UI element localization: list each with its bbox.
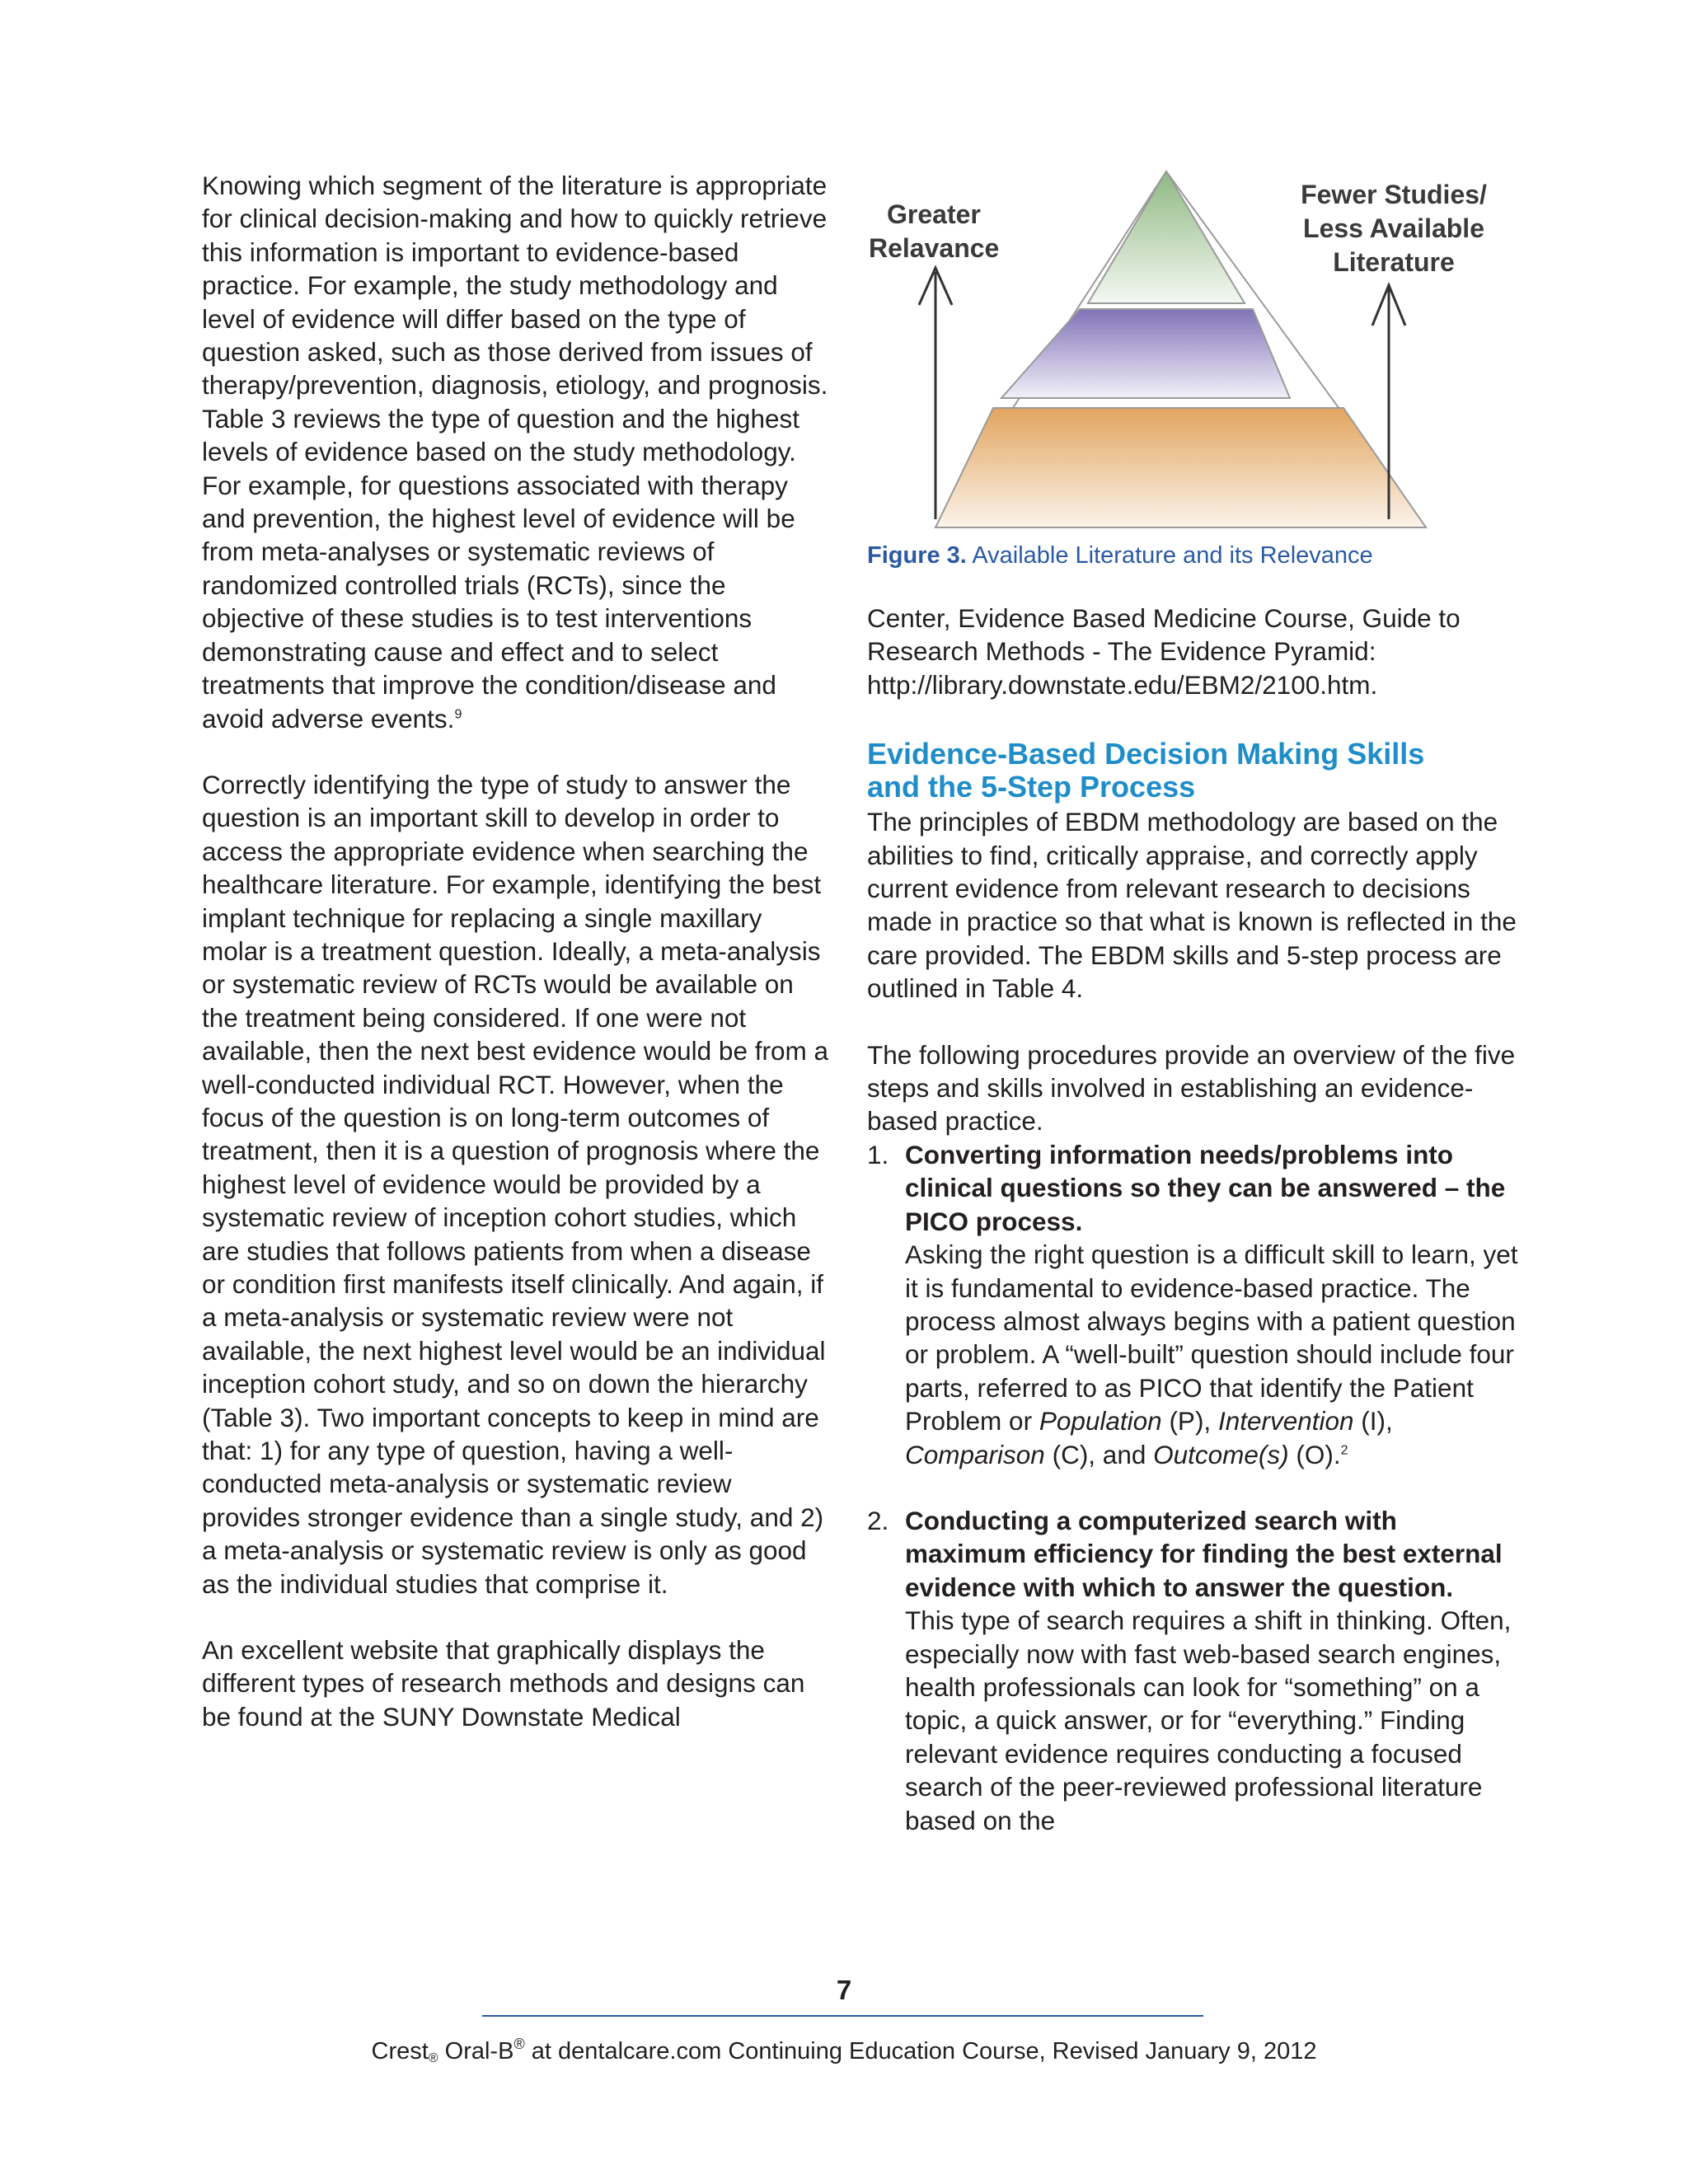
reference-superscript: 9 — [454, 707, 462, 721]
section-heading: Evidence-Based Decision Making Skills and the 5-Step Process — [867, 737, 1425, 804]
figure-caption-text: Available Literature and its Relevance — [972, 542, 1373, 569]
fewer-studies-label: Fewer Studies/ Less Available Literature — [1301, 180, 1487, 277]
relevance-arrow — [919, 268, 952, 519]
list-item — [867, 1138, 1518, 1471]
left-column — [202, 169, 828, 1733]
figure-caption-label: Figure 3. — [867, 542, 967, 569]
pyramid-bottom-tier — [935, 408, 1426, 527]
list-item-number: 1. — [867, 1139, 889, 1169]
pyramid-middle-tier — [1001, 309, 1290, 398]
list-item — [867, 1504, 1518, 1837]
paragraph-study-type: Correctly identifying the type of study to answer the question is an important skill to develop in order to access the appropriate evidence when searching the healthcare literature. For example, identifying the best implant technique for replacing a single maxillary molar is a treatment question. Ideally, a meta-analysis or systematic review of RCTs would be available on the treatment being considered. If one were not available, then the next best evidence would be from a well-conducted individual RCT. However, when the focus of the question is on long-term outcomes of treatment, then it is a question of prognosis where the highest level of evidence would be provided by a systematic review of inception cohort studies, which are studies that follows patients from when a disease or condition first manifests itself clinically. And again, if a meta-analysis or systematic review were not available, the next highest level would be an individual inception cohort study, and so on down the hierarchy (Table 3). Two important concepts to keep in mind are that: 1) for any type of question, having a well-conducted meta-analysis or systematic review provides stronger evidence than a single study, and 2) a meta-analysis or systematic review is only as good as the individual studies that comprise it. — [202, 769, 828, 1599]
footer-divider — [482, 2015, 1203, 2017]
paragraph-website: An excellent website that graphically displays the different types of research methods and designs can be found at the SUNY Downstate Medical — [202, 1635, 805, 1732]
list-item-body: Asking the right question is a difficult skill to learn, yet it is fundamental to evidence-based practice. The process almost always begins with a patient question or problem. A “well-built” question should include four parts, referred to as PICO that identify the Patient Problem or Population (P), Intervention (I), Comparison (C), and Outcome(s) (O).$^2$ — [905, 1240, 1518, 1469]
list-item-title: Conducting a computerized search with maximum efficiency for finding the best external evidence with which to answer the question. — [905, 1505, 1503, 1602]
reference-superscript: 2 — [1340, 1443, 1348, 1458]
right-column — [867, 602, 1518, 1837]
figure-caption — [867, 541, 1373, 570]
paragraph-suny-url: Center, Evidence Based Medicine Course, Guide to Research Methods - The Evidence Pyramid: http://library.downstate.edu/EBM2/2100.htm. — [867, 603, 1461, 700]
page-number: 7 — [836, 1975, 852, 2005]
list-item-body: This type of search requires a shift in thinking. Often, especially now with fast web-based search engines, health professionals can look for “something” on a topic, a quick answer, or for “everything.” Finding relevant evidence requires conducting a focused search of the peer-reviewed professional literature based on the — [905, 1605, 1512, 1835]
paragraph-procedures-intro: The following procedures provide an overview of the five steps and skills involved in establishing an evidence-based practice. — [867, 1039, 1516, 1137]
paragraph-levels-of-evidence: Knowing which segment of the literature is appropriate for clinical decision-making and how to quickly retrieve this information is important to evidence-based practice. For example, the study methodology and level of evidence will differ based on the type of question asked, such as those derived from issues of therapy/prevention, diagnosis, etiology, and prognosis. Table 3 reviews the type of question and the highest levels of evidence based on the study methodology. For example, for questions associated with therapy and prevention, the highest level of evidence will be from meta-analyses or systematic reviews of randomized controlled trials (RCTs), since the objective of these studies is to test interventions demonstrating cause and effect and to select treatments that improve the condition/disease and avoid adverse events.$^9$ — [202, 171, 828, 733]
paragraph-ebdm-principles: The principles of EBDM methodology are based on the abilities to find, critically appraise, and correctly apply current evidence from relevant research to decisions made in practice so that what is known is reflected in the care provided. The EBDM skills and 5-step process are outlined in Table 4. — [867, 807, 1517, 1004]
footer-text: Crest® Oral-B® at dentalcare.com Continuing Education Course, Revised January 9, 2012 — [371, 2036, 1317, 2065]
evidence-pyramid-figure — [857, 165, 1517, 532]
greater-relevance-label: Greater Relavance — [869, 199, 1000, 263]
pyramid-top-tier — [1088, 171, 1245, 303]
list-item-number: 2. — [867, 1505, 889, 1535]
five-step-list — [867, 1138, 1518, 1837]
list-item-title: Converting information needs/problems into clinical questions so they can be answered – the PICO process. — [905, 1139, 1506, 1236]
